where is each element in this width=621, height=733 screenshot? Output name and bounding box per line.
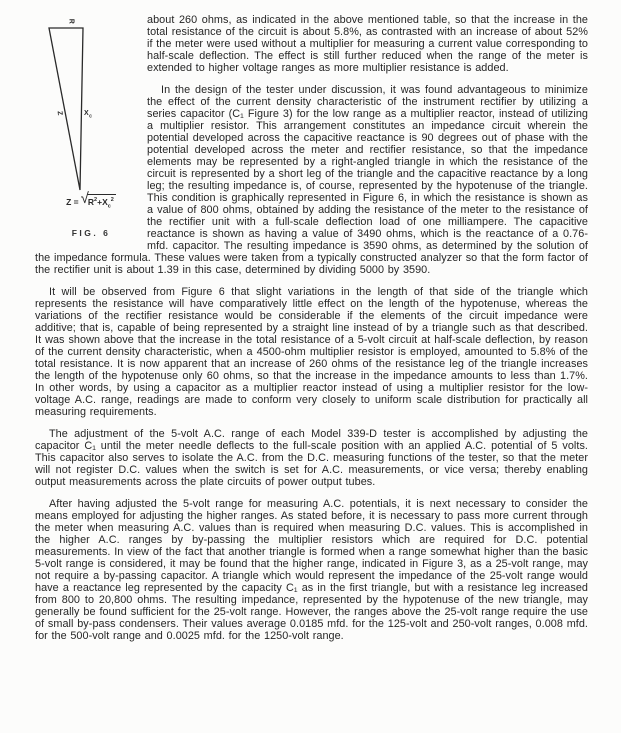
formula-radicand: $R^2+X_c^2$ — [87, 194, 116, 212]
impedance-triangle-diagram — [43, 20, 113, 192]
formula-lhs: Z = — [66, 196, 79, 207]
triangle-label-resistance: R — [67, 18, 75, 25]
impedance-formula — [35, 190, 147, 212]
paragraph-3: It will be observed from Figure 6 that slight variations in the length of that side of the triangle which represents the resistance will have comparatively little effect on the length of the hypotenuse, whereas the variations of the rectifier resistance would be considerable if the elements of the circuit impedance were additive; that is, capable of being represented by a straight line instead of by a triangle such as that described. It was shown above that the increase in the total resistance of a 5-volt circuit at half-scale deflection, by reason of the current density characteristic, when a 4500-ohm multiplier resistor is employed, amounted to 5.8% of the total resistance. It is now apparent that an increase of 260 ohms of the resistance leg of the triangle increases the length of the hypotenuse only 60 ohms, so that the increase in the impedance amounts to less than 1.7%. In other words, by using a capacitor as a multiplier reactor instead of using a multiplier resistor for the low-voltage A.C. range, readings are made to conform very closely to uniform scale distribution for practically all measuring requirements. — [35, 285, 588, 419]
radical-sign: √ — [80, 190, 89, 207]
text-column — [35, 14, 588, 642]
triangle-label-impedance: Z — [55, 110, 64, 117]
paragraph-2: In the design of the tester under discussion, it was found advantageous to minimize the effect of the current density characteristic of the instrument rectifier by utilizing a series capacitor (C₁ Figure 3) for the low range as a multiplier reactor, instead of utilizing a multiplier resistor. This arrangement constitutes an impedance circuit wherein the potential developed across the capacitive reactance is 90 degrees out of phase with the potential developed across the meter and rectifier resistance, so that the impedance elements may be represented by a right-angled triangle in which the resistance of the circuit is represented by a short leg of the triangle and the capacitive reactance by a long leg; the resulting impedance is, of course, represented by the hypotenuse of the triangle. This condition is graphically represented in Figure 6, in which the resistance is shown as a value of 800 ohms, obtained by adding the resistance of the meter to the resistance of the rectifier unit with a full-scale deflection load of one milliampere. The capacitive reactance is shown as having a value of 3490 ohms, which is the reactance of a 0.76-mfd. capacitor. The resulting impedance is 3590 ohms, as determined by the solution of the impedance formula. These values were taken from a typically constructed analyzer so that the form factor of the rectifier unit is about 1.39 in this case, determined by dividing 5000 by 3590. — [35, 83, 588, 277]
triangle-label-reactance: $X_c$ — [84, 110, 93, 120]
figure-caption: FIG. 6 — [71, 228, 111, 238]
paragraph-5: After having adjusted the 5-volt range for measuring A.C. potentials, it is next necessary to consider the means employed for adjusting the higher ranges. As stated before, it is necessary to pass more current through the meter when measuring A.C. values than is required when measuring D.C. values. This is accomplished in the higher A.C. ranges by by-passing the multiplier resistors which are required for D.C. potential measurements. In view of the fact that another triangle is formed when a range somewhat higher than the basic 5-volt range is considered, it may be found that the higher range, indicated in Figure 3, as a 25-volt range, may not require a by-passing capacitor. A triangle which would represent the impedance of the 25-volt range would have a reactance leg represented by the capacity C₁ as in the first triangle, but with a resistance leg increased from 800 to 20,800 ohms. The resulting impedance, represented by the hypotenuse of the new triangle, may generally be found sufficient for the 25-volt range. However, the ranges above the 25-volt range require the use of small by-pass condensers. Their values average 0.0185 mfd. for the 125-volt and 250-volt ranges, 0.008 mfd. for the 500-volt range and 0.0025 mfd. for the 1250-volt range. — [35, 497, 588, 643]
paragraph-4: The adjustment of the 5-volt A.C. range of each Model 339-D tester is accomplished by adjusting the capacitor C₁ until the meter needle deflects to the full-scale position with an applied A.C. potential of 5 volts. This capacitor also serves to isolate the A.C. from the D.C. measuring functions of the tester, so that the meter will not register D.C. values when the switch is set for A.C. measurements, or vice versa; thereby enabling output measurements across the plate circuits of power output tubes. — [35, 428, 588, 489]
paragraph-1: about 260 ohms, as indicated in the above mentioned table, so that the increase in the total resistance of the circuit is about 5.8%, as contrasted with an increase of about 52% if the meter were used without a multiplier for measuring a current value corresponding to half-scale deflection. The effect is still further reduced when the range of the meter is extended to higher voltage ranges as more multiplier resistance is added. — [147, 14, 588, 75]
fig6-figure — [35, 14, 147, 250]
